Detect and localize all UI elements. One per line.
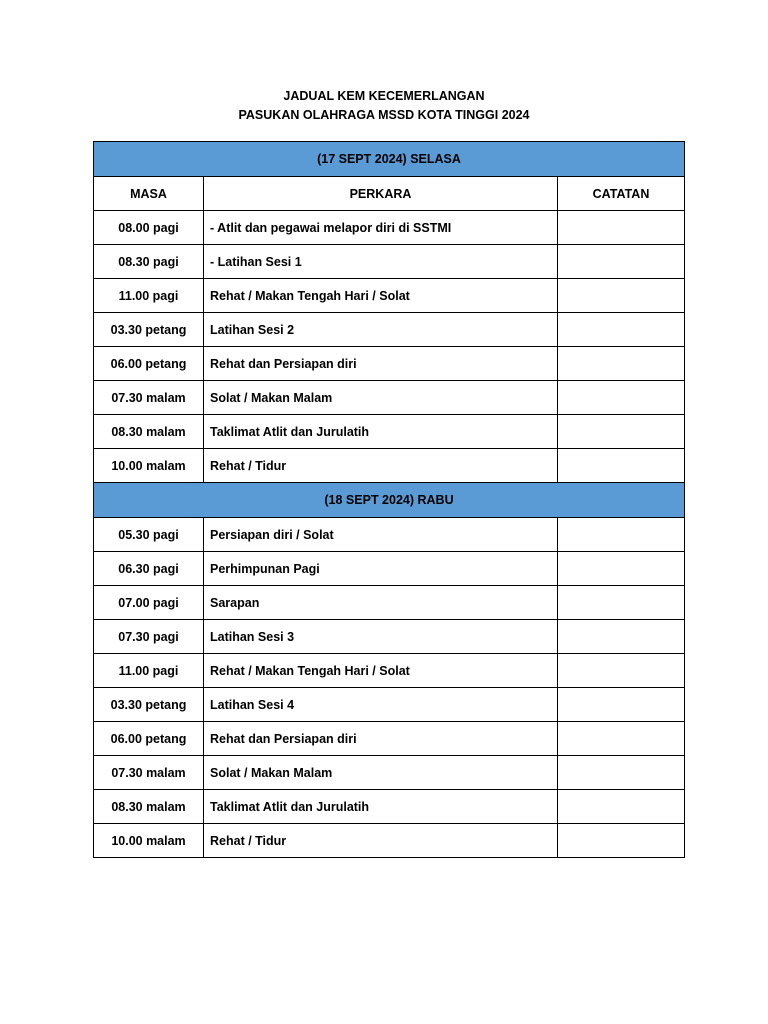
table-row bbox=[94, 654, 685, 688]
masa-cell: 06.00 petang bbox=[94, 722, 204, 756]
catatan-cell bbox=[558, 245, 685, 279]
table-row bbox=[94, 790, 685, 824]
title-line-1: JADUAL KEM KECEMERLANGAN bbox=[283, 89, 485, 103]
perkara-cell: Solat / Makan Malam bbox=[204, 756, 558, 790]
perkara-cell: Latihan Sesi 3 bbox=[204, 620, 558, 654]
masa-cell: 07.30 malam bbox=[94, 756, 204, 790]
catatan-cell bbox=[558, 415, 685, 449]
table-row bbox=[94, 381, 685, 415]
column-header-catatan: CATATAN bbox=[558, 177, 685, 211]
table-row bbox=[94, 449, 685, 483]
masa-cell: 10.00 malam bbox=[94, 449, 204, 483]
masa-cell: 07.30 malam bbox=[94, 381, 204, 415]
table-row bbox=[94, 620, 685, 654]
perkara-cell: Taklimat Atlit dan Jurulatih bbox=[204, 790, 558, 824]
day-header-row bbox=[94, 142, 685, 177]
catatan-cell bbox=[558, 279, 685, 313]
masa-cell: 11.00 pagi bbox=[94, 279, 204, 313]
table-row bbox=[94, 552, 685, 586]
table-row bbox=[94, 279, 685, 313]
masa-cell: 08.30 malam bbox=[94, 415, 204, 449]
perkara-cell: Rehat / Makan Tengah Hari / Solat bbox=[204, 279, 558, 313]
catatan-cell bbox=[558, 620, 685, 654]
masa-cell: 08.30 pagi bbox=[94, 245, 204, 279]
perkara-cell: Rehat / Makan Tengah Hari / Solat bbox=[204, 654, 558, 688]
masa-cell: 03.30 petang bbox=[94, 688, 204, 722]
schedule-table bbox=[93, 141, 685, 858]
title-line-2: PASUKAN OLAHRAGA MSSD KOTA TINGGI 2024 bbox=[238, 108, 530, 122]
table-row bbox=[94, 688, 685, 722]
masa-cell: 07.00 pagi bbox=[94, 586, 204, 620]
perkara-cell: Perhimpunan Pagi bbox=[204, 552, 558, 586]
perkara-cell: Taklimat Atlit dan Jurulatih bbox=[204, 415, 558, 449]
day-header: (17 SEPT 2024) SELASA bbox=[94, 142, 685, 177]
day-header-row bbox=[94, 483, 685, 518]
catatan-cell bbox=[558, 722, 685, 756]
catatan-cell bbox=[558, 347, 685, 381]
perkara-cell: Rehat dan Persiapan diri bbox=[204, 347, 558, 381]
catatan-cell bbox=[558, 824, 685, 858]
catatan-cell bbox=[558, 313, 685, 347]
catatan-cell bbox=[558, 381, 685, 415]
column-header-row bbox=[94, 177, 685, 211]
catatan-cell bbox=[558, 688, 685, 722]
perkara-cell: Rehat / Tidur bbox=[204, 824, 558, 858]
table-row bbox=[94, 586, 685, 620]
perkara-cell: Latihan Sesi 2 bbox=[204, 313, 558, 347]
perkara-cell: Sarapan bbox=[204, 586, 558, 620]
table-row bbox=[94, 824, 685, 858]
perkara-cell: Rehat / Tidur bbox=[204, 449, 558, 483]
masa-cell: 08.30 malam bbox=[94, 790, 204, 824]
masa-cell: 10.00 malam bbox=[94, 824, 204, 858]
masa-cell: 11.00 pagi bbox=[94, 654, 204, 688]
masa-cell: 06.30 pagi bbox=[94, 552, 204, 586]
catatan-cell bbox=[558, 790, 685, 824]
perkara-cell: Latihan Sesi 4 bbox=[204, 688, 558, 722]
catatan-cell bbox=[558, 552, 685, 586]
catatan-cell bbox=[558, 518, 685, 552]
perkara-cell: Persiapan diri / Solat bbox=[204, 518, 558, 552]
table-row bbox=[94, 211, 685, 245]
perkara-cell: - Latihan Sesi 1 bbox=[204, 245, 558, 279]
table-row bbox=[94, 245, 685, 279]
masa-cell: 08.00 pagi bbox=[94, 211, 204, 245]
perkara-cell: Solat / Makan Malam bbox=[204, 381, 558, 415]
table-row bbox=[94, 756, 685, 790]
masa-cell: 07.30 pagi bbox=[94, 620, 204, 654]
table-row bbox=[94, 722, 685, 756]
catatan-cell bbox=[558, 586, 685, 620]
masa-cell: 03.30 petang bbox=[94, 313, 204, 347]
catatan-cell bbox=[558, 756, 685, 790]
document-title bbox=[0, 87, 768, 125]
masa-cell: 05.30 pagi bbox=[94, 518, 204, 552]
schedule-body bbox=[94, 142, 685, 858]
masa-cell: 06.00 petang bbox=[94, 347, 204, 381]
table-row bbox=[94, 347, 685, 381]
perkara-cell: - Atlit dan pegawai melapor diri di SSTMI bbox=[204, 211, 558, 245]
table-row bbox=[94, 415, 685, 449]
column-header-perkara: PERKARA bbox=[204, 177, 558, 211]
catatan-cell bbox=[558, 654, 685, 688]
catatan-cell bbox=[558, 449, 685, 483]
table-row bbox=[94, 313, 685, 347]
table-row bbox=[94, 518, 685, 552]
perkara-cell: Rehat dan Persiapan diri bbox=[204, 722, 558, 756]
column-header-masa: MASA bbox=[94, 177, 204, 211]
day-header: (18 SEPT 2024) RABU bbox=[94, 483, 685, 518]
catatan-cell bbox=[558, 211, 685, 245]
